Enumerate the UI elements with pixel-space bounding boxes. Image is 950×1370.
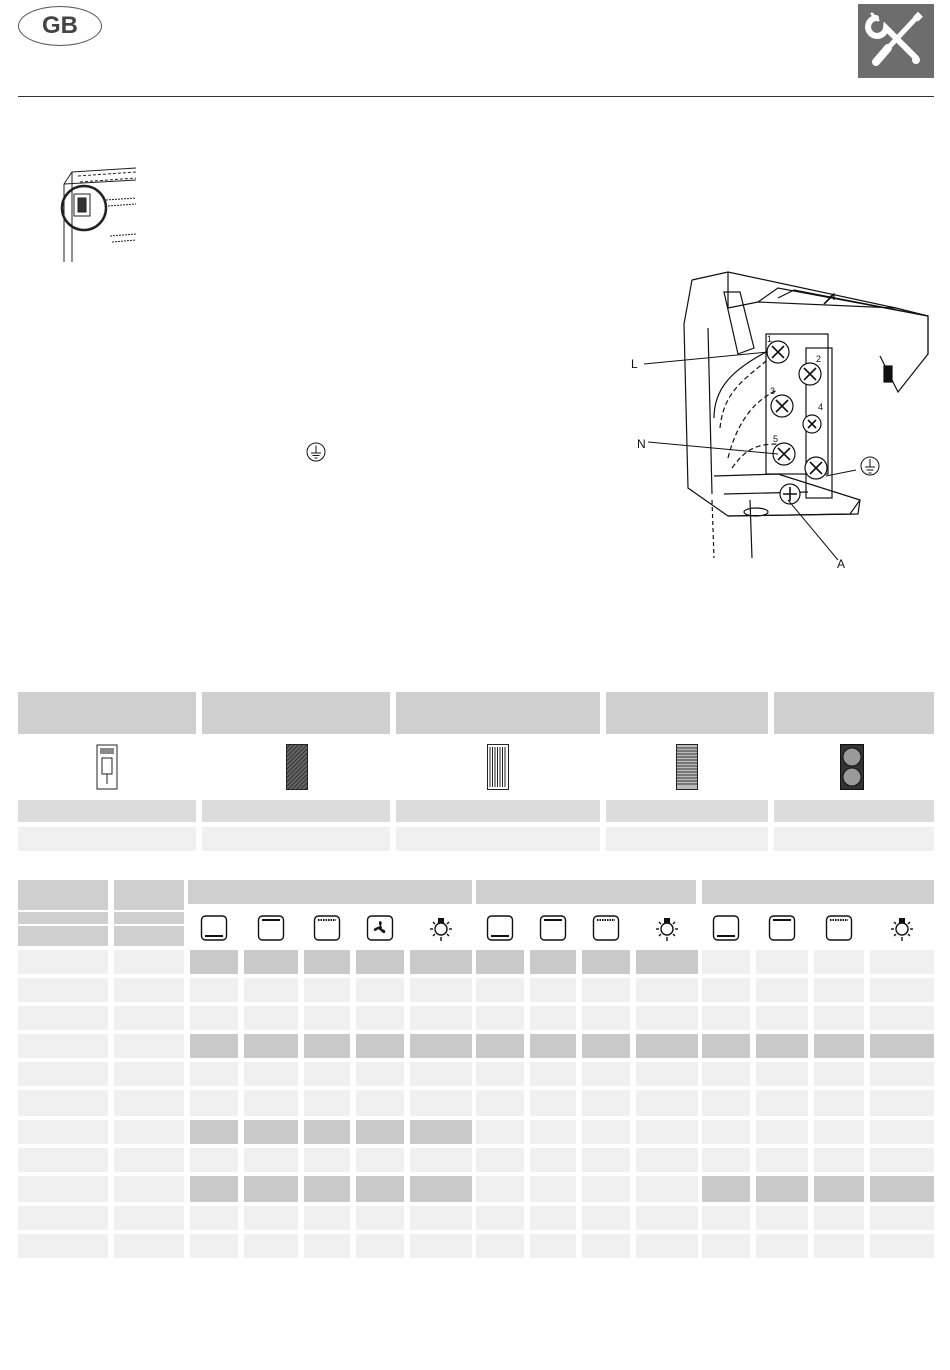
lamp-icon [888,914,916,942]
table-cell [636,1176,698,1202]
table-cell [114,950,184,974]
table-cell [114,1090,184,1116]
table-cell [114,1006,184,1030]
table-cell [190,1234,238,1258]
table-cell [636,1034,698,1058]
table-cell [702,950,750,974]
table-cell [114,1120,184,1144]
terminal-number-4: 4 [818,402,824,412]
bottom-header-cell [18,926,108,946]
table-cell [476,978,524,1002]
table-cell [18,1034,108,1058]
table-cell [636,1148,698,1172]
table-cell [756,950,808,974]
table-cell [870,1090,934,1116]
table-cell [530,1176,576,1202]
diagonal-hatch-swatch [286,744,308,795]
table-cell [18,1176,108,1202]
top-table-cell [774,800,934,822]
oven-back-sketch [58,162,148,271]
bottom-heat-icon [200,914,228,942]
table-cell [814,1234,864,1258]
table-cell [244,1120,298,1144]
table-cell [190,1006,238,1030]
bottom-heat-icon [712,914,740,942]
table-cell [356,978,404,1002]
table-cell [244,1090,298,1116]
terminal-block-diagram [628,268,938,583]
table-cell [636,950,698,974]
terminal-number-3: 3 [770,386,776,396]
table-cell [476,1120,524,1144]
table-cell [814,1120,864,1144]
top-table-header-cell [774,692,934,734]
table-cell [410,1062,472,1086]
table-cell [410,1006,472,1030]
table-cell [410,1234,472,1258]
bottom-header-cell [114,926,184,946]
table-cell [870,1234,934,1258]
table-cell [18,1006,108,1030]
table-cell [190,1148,238,1172]
horizontal-stripe-swatch [676,744,698,795]
bottom-header-cell [18,880,108,910]
table-cell [870,1006,934,1030]
top-table-cell [18,827,196,851]
table-cell [702,978,750,1002]
table-cell [530,1090,576,1116]
earth-icon [306,442,326,467]
table-cell [244,950,298,974]
table-cell [870,950,934,974]
table-cell [530,1062,576,1086]
table-cell [476,1062,524,1086]
table-cell [244,978,298,1002]
table-cell [870,978,934,1002]
table-cell [476,1176,524,1202]
table-cell [814,1148,864,1172]
group-header-cell [702,880,934,904]
bottom-header-cell [18,912,108,924]
table-cell [870,1206,934,1230]
table-cell [756,1062,808,1086]
tools-icon [858,4,934,78]
table-cell [636,1206,698,1230]
table-cell [636,1090,698,1116]
table-cell [702,1234,750,1258]
table-cell [18,1120,108,1144]
table-cell [870,1148,934,1172]
table-cell [636,1006,698,1030]
table-cell [244,1062,298,1086]
table-cell [702,1120,750,1144]
table-cell [814,1090,864,1116]
table-cell [756,1090,808,1116]
table-cell [530,1234,576,1258]
table-cell [702,1090,750,1116]
table-cell [18,1234,108,1258]
table-cell [530,950,576,974]
table-cell [476,1234,524,1258]
table-cell [18,1090,108,1116]
table-cell [870,1120,934,1144]
table-cell [582,1234,630,1258]
top-table-header-cell [396,692,600,734]
table-cell [304,1176,350,1202]
grill-icon [825,914,853,942]
live-label: L [631,357,638,371]
table-cell [114,1062,184,1086]
table-cell [114,1234,184,1258]
terminal-number-5: 5 [773,434,779,444]
bottom-heat-icon [486,914,514,942]
table-cell [582,1120,630,1144]
table-cell [114,1034,184,1058]
table-cell [304,1006,350,1030]
group-header-cell [476,880,696,904]
lamp-icon [653,914,681,942]
table-cell [530,1206,576,1230]
top-table-cell [396,827,600,851]
table-cell [582,1006,630,1030]
top-heat-icon [768,914,796,942]
table-cell [702,1034,750,1058]
table-cell [476,1006,524,1030]
table-cell [756,1206,808,1230]
table-cell [530,1148,576,1172]
table-cell [410,1034,472,1058]
table-cell [476,1090,524,1116]
table-cell [190,1120,238,1144]
table-cell [114,978,184,1002]
table-cell [814,1006,864,1030]
table-cell [582,1148,630,1172]
table-cell [582,950,630,974]
table-cell [756,1120,808,1144]
table-cell [190,1206,238,1230]
table-cell [304,1034,350,1058]
table-cell [582,1062,630,1086]
table-cell [756,1234,808,1258]
table-cell [636,1120,698,1144]
vertical-stripe-swatch [487,744,509,795]
table-cell [18,1062,108,1086]
table-cell [304,1090,350,1116]
table-cell [756,978,808,1002]
table-cell [356,1062,404,1086]
table-cell [756,1034,808,1058]
table-cell [190,1062,238,1086]
top-table-header-cell [202,692,390,734]
table-cell [244,1034,298,1058]
table-cell [356,1234,404,1258]
top-table-cell [202,800,390,822]
group-header-cell [188,880,472,904]
table-cell [530,1120,576,1144]
table-cell [190,950,238,974]
table-cell [410,1176,472,1202]
table-cell [636,978,698,1002]
table-cell [114,1176,184,1202]
table-cell [636,1062,698,1086]
country-badge: GB [18,6,102,46]
table-cell [114,1148,184,1172]
top-heat-icon [257,914,285,942]
table-cell [870,1062,934,1086]
table-cell [756,1148,808,1172]
double-circle-swatch [840,744,864,795]
table-cell [114,1206,184,1230]
table-cell [582,1034,630,1058]
table-cell [18,950,108,974]
fuse-plug-icon [96,744,118,795]
top-table-cell [606,827,768,851]
clamp-label: A [837,557,846,571]
bottom-header-cell [114,912,184,924]
table-cell [814,1062,864,1086]
table-cell [814,1034,864,1058]
table-cell [244,1206,298,1230]
table-cell [18,978,108,1002]
table-cell [756,1006,808,1030]
table-cell [410,1148,472,1172]
table-cell [304,950,350,974]
table-cell [356,1206,404,1230]
table-cell [702,1206,750,1230]
top-table-cell [18,800,196,822]
table-cell [702,1148,750,1172]
fan-icon [366,914,394,942]
table-cell [410,1120,472,1144]
table-cell [476,950,524,974]
table-cell [18,1148,108,1172]
table-cell [582,1206,630,1230]
table-cell [304,1120,350,1144]
table-cell [530,978,576,1002]
table-cell [244,1176,298,1202]
header-divider [18,96,934,97]
table-cell [356,1006,404,1030]
grill-icon [313,914,341,942]
terminal-number-2: 2 [816,354,822,364]
grill-icon [592,914,620,942]
top-table-header-cell [606,692,768,734]
table-cell [410,978,472,1002]
neutral-label: N [637,437,646,451]
table-cell [756,1176,808,1202]
table-cell [190,1034,238,1058]
top-table-cell [202,827,390,851]
table-cell [356,1090,404,1116]
table-cell [702,1006,750,1030]
table-cell [530,1006,576,1030]
bottom-header-cell [114,880,184,910]
table-cell [870,1034,934,1058]
table-cell [304,1062,350,1086]
table-cell [702,1062,750,1086]
table-cell [356,950,404,974]
table-cell [304,978,350,1002]
table-cell [870,1176,934,1202]
table-cell [410,1206,472,1230]
table-cell [814,950,864,974]
table-cell [530,1034,576,1058]
table-cell [410,950,472,974]
table-cell [476,1206,524,1230]
table-cell [582,1176,630,1202]
table-cell [356,1176,404,1202]
table-cell [190,978,238,1002]
table-cell [304,1148,350,1172]
table-cell [304,1234,350,1258]
table-cell [244,1234,298,1258]
top-table-cell [396,800,600,822]
table-cell [582,1090,630,1116]
table-cell [702,1176,750,1202]
table-cell [410,1090,472,1116]
table-cell [636,1234,698,1258]
table-cell [356,1120,404,1144]
table-cell [814,1176,864,1202]
lamp-icon [427,914,455,942]
top-heat-icon [539,914,567,942]
table-cell [582,978,630,1002]
table-cell [244,1148,298,1172]
table-cell [18,1206,108,1230]
table-cell [304,1206,350,1230]
top-table-cell [774,827,934,851]
top-table-cell [606,800,768,822]
table-cell [814,1206,864,1230]
table-cell [356,1034,404,1058]
terminal-number-1: 1 [767,334,773,344]
top-table-header-cell [18,692,196,734]
table-cell [476,1148,524,1172]
table-cell [814,978,864,1002]
table-cell [476,1034,524,1058]
table-cell [190,1176,238,1202]
table-cell [190,1090,238,1116]
table-cell [356,1148,404,1172]
table-cell [244,1006,298,1030]
